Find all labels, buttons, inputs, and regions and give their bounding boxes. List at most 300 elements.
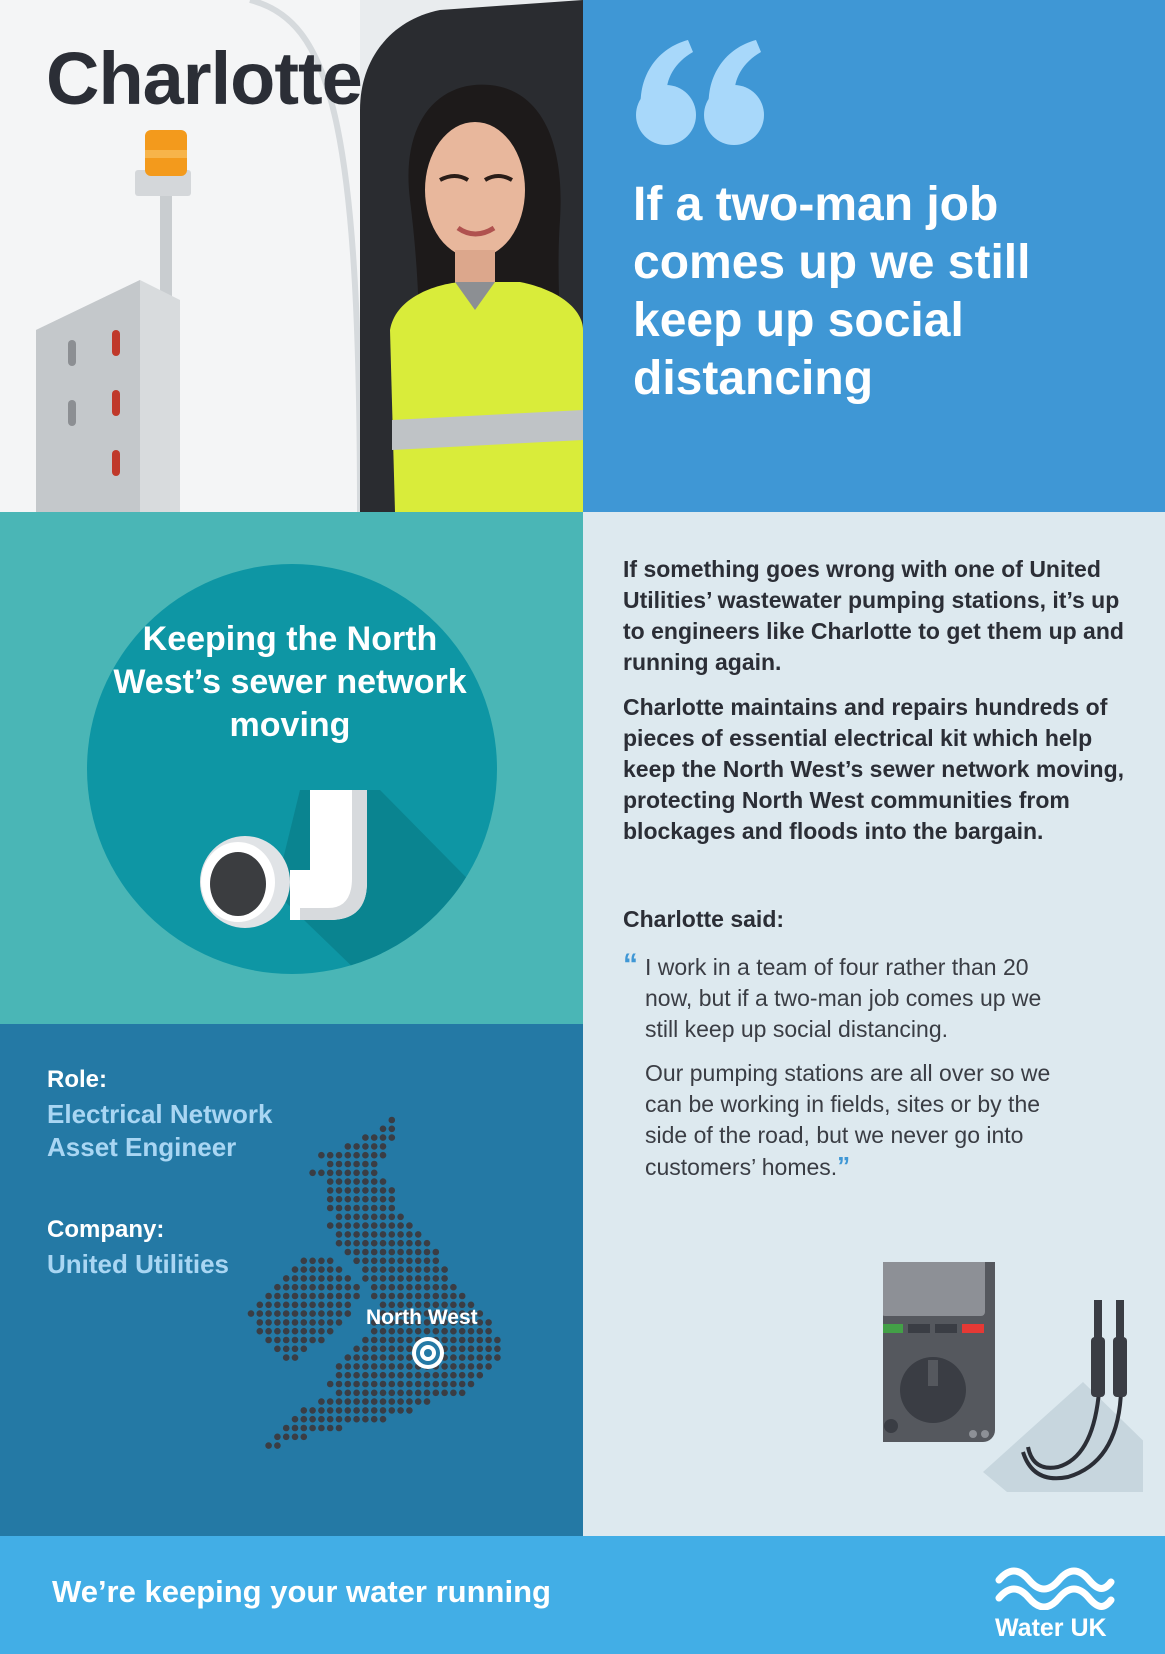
map-dot bbox=[406, 1381, 413, 1388]
map-dot bbox=[283, 1275, 290, 1282]
map-dot bbox=[309, 1258, 316, 1265]
map-dot bbox=[336, 1390, 343, 1397]
map-region-label: North West bbox=[366, 1306, 478, 1329]
map-dot bbox=[362, 1214, 369, 1221]
map-dot bbox=[415, 1275, 422, 1282]
map-dot bbox=[362, 1187, 369, 1194]
map-dot bbox=[424, 1372, 431, 1379]
map-dot bbox=[380, 1346, 387, 1353]
map-dot bbox=[494, 1354, 501, 1361]
map-dot bbox=[301, 1275, 308, 1282]
map-dot bbox=[345, 1249, 352, 1256]
map-dot bbox=[415, 1293, 422, 1300]
map-dot bbox=[274, 1337, 281, 1344]
map-dot bbox=[433, 1381, 440, 1388]
map-dot bbox=[362, 1407, 369, 1414]
map-dot bbox=[494, 1337, 501, 1344]
map-dot bbox=[345, 1222, 352, 1229]
map-dot bbox=[485, 1346, 492, 1353]
map-dot bbox=[345, 1310, 352, 1317]
map-dot bbox=[389, 1372, 396, 1379]
water-uk-logo-text: Water UK bbox=[995, 1614, 1107, 1642]
map-dot bbox=[301, 1293, 308, 1300]
map-dot bbox=[389, 1363, 396, 1370]
map-dot bbox=[274, 1319, 281, 1326]
map-dot bbox=[327, 1258, 334, 1265]
map-dot bbox=[327, 1161, 334, 1168]
map-dot bbox=[309, 1328, 316, 1335]
map-dot bbox=[362, 1143, 369, 1150]
map-dot bbox=[336, 1407, 343, 1414]
map-dot bbox=[450, 1381, 457, 1388]
map-dot bbox=[406, 1275, 413, 1282]
map-dot bbox=[283, 1337, 290, 1344]
map-dot bbox=[345, 1161, 352, 1168]
map-dot bbox=[283, 1302, 290, 1309]
map-dot bbox=[292, 1354, 299, 1361]
map-dot bbox=[459, 1363, 466, 1370]
footer bbox=[0, 1536, 1165, 1654]
map-dot bbox=[345, 1205, 352, 1212]
map-dot bbox=[380, 1249, 387, 1256]
hero-photo bbox=[0, 0, 583, 512]
map-dot bbox=[494, 1346, 501, 1353]
map-dot bbox=[380, 1363, 387, 1370]
map-dot bbox=[345, 1152, 352, 1159]
map-dot bbox=[274, 1284, 281, 1291]
map-dot bbox=[433, 1258, 440, 1265]
map-dot bbox=[477, 1363, 484, 1370]
map-dot bbox=[397, 1249, 404, 1256]
map-dot bbox=[345, 1196, 352, 1203]
map-dot bbox=[292, 1416, 299, 1423]
map-dot bbox=[283, 1434, 290, 1441]
map-dot bbox=[371, 1381, 378, 1388]
map-dot bbox=[485, 1319, 492, 1326]
map-dot bbox=[265, 1319, 272, 1326]
map-dot bbox=[336, 1187, 343, 1194]
map-dot bbox=[274, 1346, 281, 1353]
feature-heading: Keeping the North West’s sewer network moving bbox=[113, 620, 467, 744]
map-dot bbox=[424, 1275, 431, 1282]
map-dot bbox=[424, 1293, 431, 1300]
map-dot bbox=[336, 1178, 343, 1185]
map-dot bbox=[318, 1293, 325, 1300]
map-dot bbox=[380, 1372, 387, 1379]
map-dot bbox=[459, 1354, 466, 1361]
footer-tagline: We’re keeping your water running bbox=[52, 1574, 551, 1609]
map-dot bbox=[389, 1117, 396, 1124]
map-dot bbox=[362, 1196, 369, 1203]
map-dot bbox=[362, 1398, 369, 1405]
map-dot bbox=[327, 1196, 334, 1203]
map-dot bbox=[362, 1222, 369, 1229]
map-dot bbox=[371, 1363, 378, 1370]
map-dot bbox=[441, 1275, 448, 1282]
map-dot bbox=[301, 1302, 308, 1309]
map-dot bbox=[380, 1293, 387, 1300]
map-dot bbox=[301, 1266, 308, 1273]
map-dot bbox=[345, 1240, 352, 1247]
map-dot bbox=[327, 1416, 334, 1423]
map-dot bbox=[353, 1407, 360, 1414]
map-dot bbox=[406, 1407, 413, 1414]
map-dot bbox=[257, 1302, 264, 1309]
map-dot bbox=[406, 1249, 413, 1256]
map-dot bbox=[371, 1196, 378, 1203]
map-dot bbox=[397, 1214, 404, 1221]
map-dot bbox=[362, 1231, 369, 1238]
map-dot bbox=[468, 1337, 475, 1344]
map-dot bbox=[371, 1266, 378, 1273]
map-dot bbox=[433, 1275, 440, 1282]
map-dot bbox=[336, 1363, 343, 1370]
map-dot bbox=[371, 1390, 378, 1397]
map-dot bbox=[336, 1266, 343, 1273]
map-dot bbox=[309, 1425, 316, 1432]
map-dot bbox=[389, 1249, 396, 1256]
map-dot bbox=[283, 1354, 290, 1361]
map-dot bbox=[318, 1170, 325, 1177]
map-dot bbox=[336, 1222, 343, 1229]
feature-panel bbox=[0, 512, 583, 1024]
map-dot bbox=[424, 1240, 431, 1247]
map-dot bbox=[301, 1425, 308, 1432]
map-dot bbox=[301, 1258, 308, 1265]
map-dot bbox=[257, 1319, 264, 1326]
map-dot bbox=[265, 1302, 272, 1309]
map-dot bbox=[318, 1284, 325, 1291]
map-dot bbox=[301, 1337, 308, 1344]
map-dot bbox=[336, 1425, 343, 1432]
map-dot bbox=[389, 1354, 396, 1361]
map-dot bbox=[309, 1293, 316, 1300]
map-dot bbox=[327, 1398, 334, 1405]
map-dot bbox=[345, 1170, 352, 1177]
map-dot bbox=[345, 1354, 352, 1361]
map-dot bbox=[389, 1258, 396, 1265]
map-dot bbox=[406, 1222, 413, 1229]
map-dot bbox=[283, 1284, 290, 1291]
map-dot bbox=[468, 1346, 475, 1353]
map-dot bbox=[397, 1266, 404, 1273]
map-dot bbox=[292, 1328, 299, 1335]
map-dot bbox=[362, 1249, 369, 1256]
map-dot bbox=[424, 1284, 431, 1291]
map-dot bbox=[362, 1266, 369, 1273]
map-dot bbox=[371, 1407, 378, 1414]
map-dot bbox=[389, 1240, 396, 1247]
map-dot bbox=[380, 1231, 387, 1238]
map-dot bbox=[327, 1319, 334, 1326]
map-dot bbox=[327, 1266, 334, 1273]
map-dot bbox=[424, 1266, 431, 1273]
map-dot bbox=[327, 1407, 334, 1414]
map-dot bbox=[301, 1310, 308, 1317]
map-dot bbox=[380, 1143, 387, 1150]
map-dot bbox=[345, 1416, 352, 1423]
map-dot bbox=[318, 1398, 325, 1405]
pipe-illustration bbox=[0, 512, 583, 1024]
map-dot bbox=[397, 1390, 404, 1397]
map-dot bbox=[309, 1266, 316, 1273]
map-dot bbox=[301, 1407, 308, 1414]
map-dot bbox=[468, 1354, 475, 1361]
map-dot bbox=[274, 1293, 281, 1300]
company-label: Company: bbox=[47, 1216, 165, 1243]
map-dot bbox=[327, 1170, 334, 1177]
map-dot bbox=[353, 1416, 360, 1423]
map-dot bbox=[327, 1302, 334, 1309]
map-dot bbox=[336, 1161, 343, 1168]
map-dot bbox=[371, 1258, 378, 1265]
map-dot bbox=[485, 1363, 492, 1370]
map-dot bbox=[327, 1152, 334, 1159]
map-dot bbox=[371, 1231, 378, 1238]
map-dot bbox=[336, 1284, 343, 1291]
map-dot bbox=[415, 1398, 422, 1405]
map-dot bbox=[283, 1328, 290, 1335]
map-dot bbox=[397, 1363, 404, 1370]
map-dot bbox=[371, 1416, 378, 1423]
map-dot bbox=[371, 1398, 378, 1405]
map-dot bbox=[327, 1187, 334, 1194]
map-dot bbox=[353, 1205, 360, 1212]
map-dot bbox=[371, 1143, 378, 1150]
map-dot bbox=[485, 1337, 492, 1344]
map-dot bbox=[292, 1302, 299, 1309]
map-dot bbox=[257, 1328, 264, 1335]
map-dot bbox=[353, 1196, 360, 1203]
map-dot bbox=[353, 1152, 360, 1159]
map-dot bbox=[327, 1425, 334, 1432]
map-dot bbox=[362, 1390, 369, 1397]
map-dot bbox=[362, 1170, 369, 1177]
map-dot bbox=[441, 1390, 448, 1397]
map-dot bbox=[336, 1231, 343, 1238]
map-dot bbox=[309, 1407, 316, 1414]
map-dot bbox=[441, 1337, 448, 1344]
map-dot bbox=[406, 1293, 413, 1300]
map-dot bbox=[318, 1275, 325, 1282]
map-dot bbox=[397, 1293, 404, 1300]
map-dot bbox=[477, 1372, 484, 1379]
map-dot bbox=[345, 1214, 352, 1221]
map-dot bbox=[353, 1381, 360, 1388]
map-dot bbox=[371, 1170, 378, 1177]
map-dot bbox=[353, 1284, 360, 1291]
map-dot bbox=[459, 1337, 466, 1344]
map-dot bbox=[397, 1240, 404, 1247]
map-dot bbox=[406, 1258, 413, 1265]
map-dot bbox=[292, 1266, 299, 1273]
map-dot bbox=[380, 1258, 387, 1265]
map-dot bbox=[274, 1302, 281, 1309]
role-info-panel bbox=[0, 1024, 583, 1536]
map-dot bbox=[371, 1240, 378, 1247]
map-dot bbox=[283, 1310, 290, 1317]
story-paragraph: If something goes wrong with one of United Utilities’ wastewater pumping stations, it’s up to engineers like Charlotte to get them up and running again. bbox=[623, 556, 1124, 675]
map-dot bbox=[362, 1363, 369, 1370]
map-dot bbox=[345, 1372, 352, 1379]
map-dot bbox=[292, 1275, 299, 1282]
map-dot bbox=[362, 1346, 369, 1353]
map-dot bbox=[336, 1416, 343, 1423]
map-dot bbox=[397, 1231, 404, 1238]
map-dot bbox=[327, 1293, 334, 1300]
map-dot bbox=[415, 1381, 422, 1388]
map-dot bbox=[380, 1337, 387, 1344]
story-panel bbox=[583, 512, 1165, 1536]
map-dot bbox=[397, 1354, 404, 1361]
map-dot bbox=[336, 1293, 343, 1300]
map-dot bbox=[406, 1372, 413, 1379]
map-dot bbox=[336, 1205, 343, 1212]
map-dot bbox=[345, 1407, 352, 1414]
map-dot bbox=[468, 1372, 475, 1379]
map-dot bbox=[301, 1328, 308, 1335]
map-dot bbox=[406, 1231, 413, 1238]
map-dot bbox=[309, 1319, 316, 1326]
map-dot bbox=[380, 1134, 387, 1141]
map-dot bbox=[309, 1337, 316, 1344]
map-dot bbox=[353, 1346, 360, 1353]
map-dot bbox=[415, 1390, 422, 1397]
map-dot bbox=[336, 1152, 343, 1159]
map-dot bbox=[362, 1240, 369, 1247]
map-dot bbox=[353, 1390, 360, 1397]
map-dot bbox=[389, 1407, 396, 1414]
map-dot bbox=[380, 1284, 387, 1291]
map-dot bbox=[345, 1143, 352, 1150]
map-dot bbox=[309, 1416, 316, 1423]
map-dot bbox=[371, 1161, 378, 1168]
map-dot bbox=[362, 1275, 369, 1282]
map-dot bbox=[327, 1222, 334, 1229]
map-dot bbox=[309, 1302, 316, 1309]
map-dot bbox=[265, 1337, 272, 1344]
map-dot bbox=[459, 1372, 466, 1379]
map-dot bbox=[389, 1126, 396, 1133]
map-dot bbox=[362, 1337, 369, 1344]
map-dot bbox=[450, 1284, 457, 1291]
map-dot bbox=[477, 1354, 484, 1361]
map-dot bbox=[274, 1328, 281, 1335]
map-dot bbox=[459, 1390, 466, 1397]
map-dot bbox=[389, 1187, 396, 1194]
map-dot bbox=[433, 1390, 440, 1397]
map-dot bbox=[433, 1249, 440, 1256]
map-dot bbox=[336, 1398, 343, 1405]
map-dot bbox=[265, 1442, 272, 1449]
map-dot bbox=[371, 1346, 378, 1353]
map-dot bbox=[274, 1434, 281, 1441]
map-dot bbox=[380, 1214, 387, 1221]
map-dot bbox=[389, 1214, 396, 1221]
map-dot bbox=[265, 1328, 272, 1335]
map-dot bbox=[336, 1319, 343, 1326]
map-dot bbox=[353, 1178, 360, 1185]
map-dot bbox=[318, 1337, 325, 1344]
map-dot bbox=[441, 1266, 448, 1273]
map-dot bbox=[318, 1266, 325, 1273]
map-dot bbox=[292, 1425, 299, 1432]
map-dot bbox=[265, 1310, 272, 1317]
map-dot bbox=[318, 1425, 325, 1432]
map-dot bbox=[353, 1354, 360, 1361]
map-dot bbox=[380, 1354, 387, 1361]
map-dot bbox=[389, 1231, 396, 1238]
map-dot bbox=[353, 1187, 360, 1194]
map-dot bbox=[389, 1337, 396, 1344]
map-dot bbox=[450, 1390, 457, 1397]
map-dot bbox=[371, 1134, 378, 1141]
map-dot bbox=[415, 1258, 422, 1265]
map-dot bbox=[485, 1328, 492, 1335]
map-dot bbox=[380, 1398, 387, 1405]
role-label: Role: bbox=[47, 1066, 107, 1093]
map-dot bbox=[345, 1284, 352, 1291]
map-dot bbox=[318, 1258, 325, 1265]
map-dot bbox=[397, 1346, 404, 1353]
map-dot bbox=[441, 1381, 448, 1388]
map-dot bbox=[477, 1346, 484, 1353]
story-paragraph: Charlotte maintains and repairs hundreds of pieces of essential electrical kit which help keep the North West’s sewer network moving, protecting North West communities from blockages and floods into the bargain. bbox=[623, 694, 1125, 844]
map-dot bbox=[283, 1425, 290, 1432]
map-dot bbox=[362, 1205, 369, 1212]
map-dot bbox=[468, 1363, 475, 1370]
map-dot bbox=[371, 1178, 378, 1185]
map-dot bbox=[380, 1196, 387, 1203]
map-dot bbox=[389, 1266, 396, 1273]
map-dot bbox=[301, 1416, 308, 1423]
map-dot bbox=[336, 1240, 343, 1247]
map-dot bbox=[380, 1187, 387, 1194]
uk-dot-map bbox=[245, 1114, 525, 1494]
map-dot bbox=[380, 1126, 387, 1133]
map-dot bbox=[450, 1363, 457, 1370]
map-dot bbox=[424, 1381, 431, 1388]
map-dot bbox=[380, 1390, 387, 1397]
map-dot bbox=[397, 1284, 404, 1291]
map-dot bbox=[371, 1222, 378, 1229]
map-dot bbox=[353, 1222, 360, 1229]
map-dot bbox=[406, 1363, 413, 1370]
map-dot bbox=[406, 1390, 413, 1397]
map-dot bbox=[424, 1258, 431, 1265]
map-dot bbox=[371, 1284, 378, 1291]
map-dot bbox=[459, 1293, 466, 1300]
map-dot bbox=[353, 1170, 360, 1177]
map-dot bbox=[433, 1266, 440, 1273]
map-dot bbox=[292, 1310, 299, 1317]
quote-mark-icon bbox=[633, 40, 773, 150]
map-dot bbox=[441, 1293, 448, 1300]
map-dot bbox=[301, 1284, 308, 1291]
quote-paragraph bbox=[645, 1058, 1075, 1183]
map-dot bbox=[380, 1275, 387, 1282]
map-dot bbox=[389, 1284, 396, 1291]
map-dot bbox=[424, 1390, 431, 1397]
map-dot bbox=[450, 1293, 457, 1300]
map-dot bbox=[415, 1249, 422, 1256]
map-dot bbox=[327, 1310, 334, 1317]
map-dot bbox=[318, 1310, 325, 1317]
map-dot bbox=[371, 1354, 378, 1361]
map-dot bbox=[459, 1381, 466, 1388]
map-dot bbox=[380, 1381, 387, 1388]
map-dot bbox=[336, 1372, 343, 1379]
